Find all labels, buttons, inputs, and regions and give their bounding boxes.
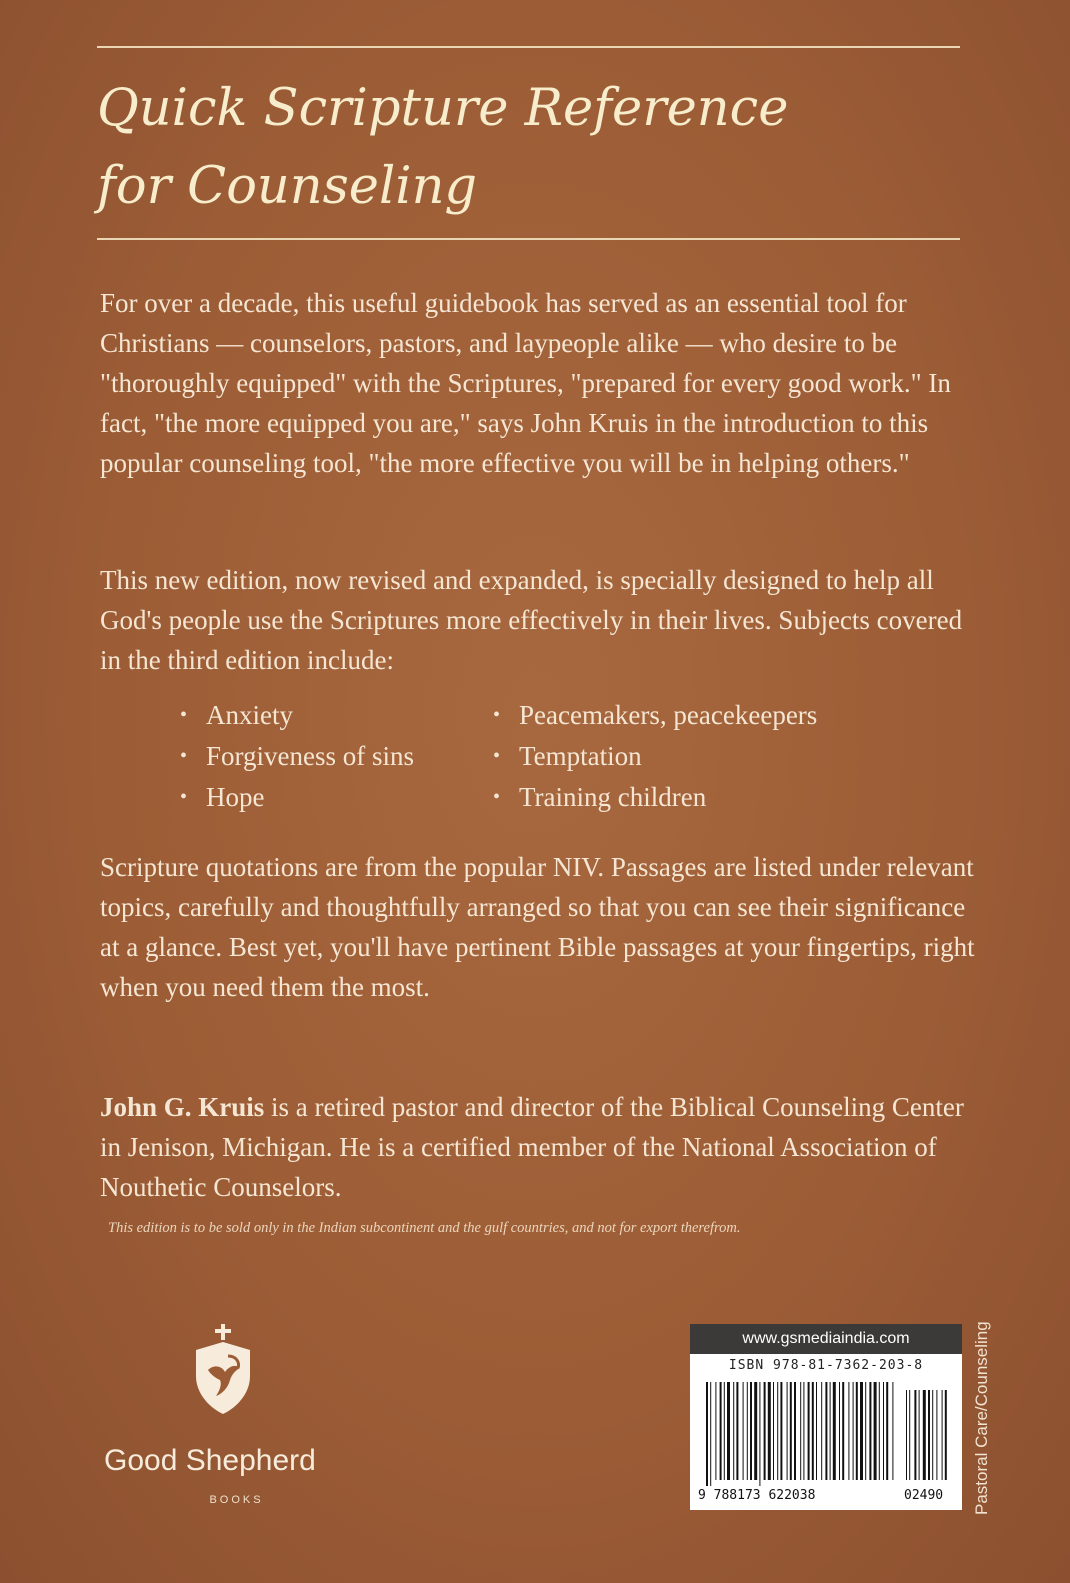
isbn-panel	[690, 1354, 962, 1510]
sale-restriction-notice: This edition is to be sold only in the Indian subcontinent and the gulf countries, and not for export therefrom.	[108, 1220, 741, 1236]
list-item: • Anxiety	[180, 695, 414, 736]
description-paragraph-2: This new edition, now revised and expanded, is specially designed to help all God's people use the Scriptures more effectively in their lives. Subjects covered in the third edition include:	[100, 565, 963, 675]
category-label: Pastoral Care/Counseling	[972, 1321, 991, 1515]
subjects-list-left	[180, 695, 414, 818]
publisher-subtitle: BOOKS	[209, 1494, 264, 1506]
top-divider	[97, 46, 960, 48]
barcode-addon-digits: 02490	[904, 1488, 944, 1503]
publisher-website: www.gsmediaindia.com	[690, 1324, 962, 1354]
list-item: • Peacemakers, peacekeepers	[493, 695, 817, 736]
author-bio	[100, 1087, 980, 1207]
author-bio-text: is a retired pastor and director of the Biblical Counseling Center in Jenison, Michigan. He is a certified member of the National Association of Nouthetic Counselors.	[100, 1092, 964, 1202]
barcode-icon	[704, 1382, 950, 1486]
list-item: • Training children	[493, 777, 817, 818]
description-paragraph-3: Scripture quotations are from the popular NIV. Passages are listed under relevant topics, carefully and thoughtfully arranged so that you can see their significance at a glance. Best yet, you'll have pertinent Bible passages at your fingertips, right when you need them the most.	[100, 852, 975, 1002]
list-item: • Hope	[180, 777, 414, 818]
bottom-divider	[97, 238, 960, 240]
list-item: • Forgiveness of sins	[180, 736, 414, 777]
author-name: John G. Kruis	[100, 1092, 265, 1122]
publisher-name: Good Shepherd	[104, 1444, 316, 1477]
book-title	[97, 70, 957, 226]
shield-dove-cross-icon	[192, 1324, 254, 1416]
subjects-list-right	[493, 695, 817, 818]
list-item: • Temptation	[493, 736, 817, 777]
isbn-number: ISBN 978-81-7362-203-8	[728, 1358, 924, 1373]
publisher-logo	[104, 1324, 354, 1514]
description-paragraph-1: For over a decade, this useful guidebook has served as an essential tool for Christians — counselors, pastors, and laypeople alike — who desire to be "thoroughly equipped" with the Scriptures, "prepared for every good work." In fact, "the more equipped you are," says John Kruis in the introduction to this popular counseling tool, "the more effective you will be in helping others."	[100, 288, 951, 478]
barcode-block	[690, 1324, 962, 1510]
barcode-digits: 9 788173 622038	[698, 1488, 816, 1503]
title-line-2: for Counseling	[97, 157, 478, 216]
title-line-1: Quick Scripture Reference	[97, 79, 789, 138]
